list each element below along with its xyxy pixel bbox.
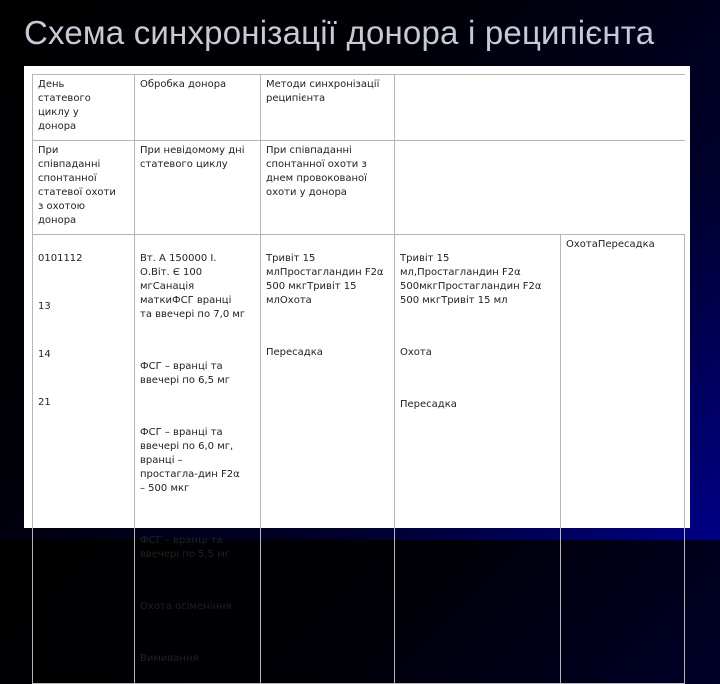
table-row [33,235,685,684]
recipient-step: Охота [400,347,432,358]
cell-unknown-cycle-day: При невідомому дні статевого циклу [135,141,261,235]
cell-matching-spontaneous-heat: При співпаданні спонтанної статевої охоти з охотою донора [33,141,135,235]
treatment-step: Охота осіменіння [140,601,232,612]
header-donor-treatment: Обробка донора [135,75,261,141]
table-header-row [33,75,685,141]
cell-matching-provoked-heat: При співпаданні спонтанної охоти з днем провокованої охоти у донора [261,141,395,235]
day-entry: 21 [38,397,51,408]
treatment-step: ФСГ – вранці та ввечері по 6,5 мг [140,361,231,386]
day-entry: 13 [38,301,51,312]
row1-empty-cell [395,141,561,235]
recipient-step: Тривіт 15 млПростагландин F2α 500 мкгТривіт 15 млОхота [266,253,384,306]
header-empty-cell-2 [561,75,685,141]
cell-recipient-method-c: ОхотаПересадка [561,235,685,684]
slide-title: Схема синхронізації донора і реципієнта [24,14,655,51]
treatment-step: Вт. А 150000 І. О.Віт. Є 100 мгСанація маткиФСГ вранці та ввечері по 7,0 мг [140,253,246,320]
treatment-step: ФСГ – вранці та ввечері по 5,5 мг [140,535,231,560]
treatment-step: ФСГ – вранці та ввечері по 6,0 мг, вранці – простагла-дин F2α – 500 мкг [140,427,240,494]
header-recipient-methods: Методи синхронізації реципієнта [261,75,395,141]
recipient-step: Пересадка [266,347,323,358]
table-sheet [24,66,690,664]
cell-recipient-method-a [261,235,395,684]
recipient-step: Пересадка [400,399,457,410]
recipient-step: Тривіт 15 мл,Простагландин F2α 500мкгПростагландин F2α 500 мкгТривіт 15 мл [400,253,542,306]
synchronization-table [32,74,685,684]
table-row [33,141,685,235]
treatment-step: Вимивання [140,653,199,664]
cell-recipient-method-b [395,235,561,684]
row1-empty-cell-2 [561,141,685,235]
header-cycle-day: День статевого циклу у донора [33,75,135,141]
day-entry: 14 [38,349,51,360]
cell-day-numbers [33,235,135,684]
day-entry: 0101112 [38,253,83,264]
cell-donor-treatment-steps [135,235,261,684]
header-empty-cell [395,75,561,141]
